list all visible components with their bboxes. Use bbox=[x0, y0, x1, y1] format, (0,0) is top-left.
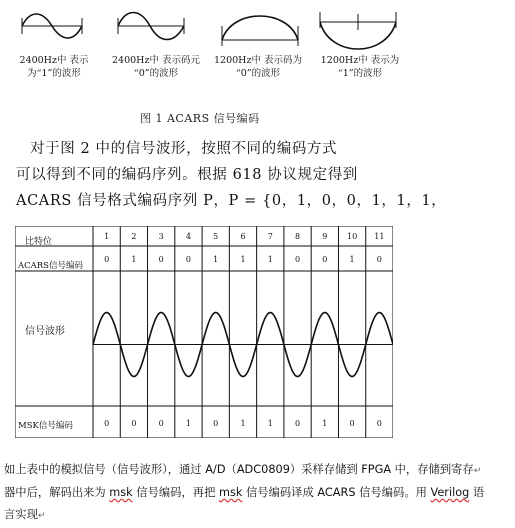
acars-code-cell: 1 bbox=[213, 255, 219, 264]
bit-position-cell: 4 bbox=[185, 232, 191, 241]
footer-line-3: 言实现 bbox=[4, 508, 38, 521]
wave-1200-one bbox=[320, 12, 396, 49]
acars-code-cell: 0 bbox=[376, 255, 382, 264]
msk-code-cell: 0 bbox=[294, 419, 301, 428]
msk-code-cell: 0 bbox=[213, 419, 219, 428]
msk-code-cell: 0 bbox=[376, 419, 382, 428]
footer-line-2a: 器中后，解码出来为 bbox=[4, 486, 110, 499]
msk-code-cell: 1 bbox=[185, 419, 191, 428]
bit-position-cell: 3 bbox=[158, 232, 164, 241]
footer-line-2d: 语 bbox=[469, 486, 485, 499]
para-mark: ↵ bbox=[37, 511, 46, 521]
msk-code-cell: 0 bbox=[349, 419, 355, 428]
msk-code-cell: 1 bbox=[267, 419, 273, 428]
footer-paragraph bbox=[4, 459, 509, 527]
row-label-acars-code: ACARS信号编码 bbox=[18, 261, 84, 271]
footer-line-1: 如上表中的模拟信号（信号波形），通过 A/D（ADC0809）采样存储到 FPGA 中，存储到寄存 bbox=[4, 463, 474, 476]
figure-label-3: 1200Hz中 表示码为 “0”的波形 bbox=[214, 55, 302, 79]
footer-line-2c: 信号编码译成 ACARS 信号编码。用 bbox=[242, 486, 431, 499]
acars-code-cell: 1 bbox=[240, 255, 246, 264]
paragraph-line-2: 可以得到不同的编码序列。根据 618 协议规定得到 bbox=[16, 167, 358, 183]
spellcheck-msk-2: msk bbox=[218, 486, 243, 499]
acars-code-cell: 1 bbox=[349, 255, 355, 264]
bit-position-cell: 8 bbox=[294, 232, 301, 241]
msk-code-cell: 0 bbox=[104, 419, 110, 428]
acars-code-cell: 1 bbox=[131, 255, 137, 264]
acars-code-cell: 1 bbox=[267, 255, 273, 264]
bit-position-cell: 7 bbox=[267, 232, 273, 241]
bit-position-cell: 5 bbox=[213, 232, 219, 241]
bit-position-cell: 10 bbox=[346, 232, 358, 241]
row-label-msk-code: MSK信号编码 bbox=[18, 421, 73, 431]
paragraph-line-3: ACARS 信号格式编码序列 P，P = {0，1，0，0，1，1，1， bbox=[16, 193, 447, 209]
msk-code-cell: 1 bbox=[322, 419, 328, 428]
wave-2400-zero bbox=[118, 13, 184, 40]
figure-label-2: 2400Hz中 表示码元 “0”的波形 bbox=[112, 55, 200, 79]
acars-code-cell: 0 bbox=[104, 255, 110, 264]
figure-label-1: 2400Hz中 表示 为“1”的波形 bbox=[19, 55, 89, 79]
wave-2400-one bbox=[22, 14, 82, 38]
bit-position-cell: 1 bbox=[104, 232, 110, 241]
para-mark: ↵ bbox=[473, 466, 482, 476]
encoding-table bbox=[15, 226, 393, 438]
spellcheck-msk-1: msk bbox=[109, 486, 133, 499]
bit-position-cell: 9 bbox=[322, 232, 328, 241]
footer-line-2b: 信号编码，再把 bbox=[132, 486, 219, 499]
bit-position-cell: 2 bbox=[131, 232, 137, 241]
figure-label-4: 1200Hz中 表示为 “1”的波形 bbox=[320, 55, 400, 79]
paragraph-line-1: 对于图 2 中的信号波形，按照不同的编码方式 bbox=[30, 141, 338, 157]
row-label-bit-position: 比特位 bbox=[25, 237, 53, 247]
bit-position-cell: 11 bbox=[374, 232, 385, 241]
msk-code-cell: 0 bbox=[158, 419, 164, 428]
row-label-signal-waveform: 信号波形 bbox=[25, 326, 65, 337]
bit-position-cell: 6 bbox=[240, 232, 246, 241]
wave-1200-zero bbox=[222, 16, 298, 46]
acars-code-cell: 0 bbox=[294, 255, 301, 264]
acars-code-cell: 0 bbox=[185, 255, 191, 264]
waveform-figure bbox=[0, 0, 515, 100]
spellcheck-verilog: Verilog bbox=[430, 486, 470, 499]
figure-caption: 图 1 ACARS 信号编码 bbox=[140, 112, 260, 125]
acars-code-cell: 0 bbox=[158, 255, 164, 264]
msk-code-cell: 0 bbox=[131, 419, 137, 428]
acars-code-cell: 0 bbox=[322, 255, 328, 264]
msk-code-cell: 1 bbox=[240, 419, 246, 428]
